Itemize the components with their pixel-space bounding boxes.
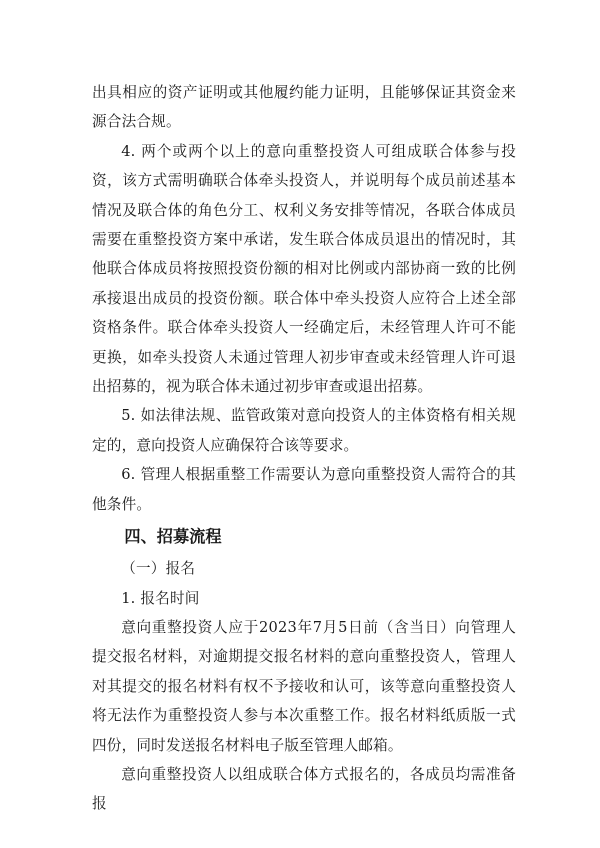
paragraph-registration-deadline: 意向重整投资人应于2023年7月5日前（含当日）向管理人提交报名材料，对逾期提交报名材料的意向重整投资人，管理人对其提交的报名材料有权不予接收和认可，该等意向重整投资人将无法作为重整投资人参与本次重整工作。报名材料纸质版一式四份，同时发送报名材料电子版至管理人邮箱。 <box>92 618 516 754</box>
subheading-registration: （一）报名 <box>121 560 196 578</box>
paragraph-asset-proof: 出具相应的资产证明或其他履约能力证明，且能够保证其资金来源合法合规。 <box>92 84 516 131</box>
paragraph-item-4-consortium: 4. 两个或两个以上的意向重整投资人可组成联合体参与投资，该方式需明确联合体牵头投资人，并说明每个成员前述基本情况及联合体的角色分工、权利义务安排等情况，各联合体成员需要在重整投资方案中承诺，发生联合体成员退出的情况时，其他联合体成员将按照投资份额的相对比例或内部协商一致的比例承接退出成员的投资份额。联合体中牵头投资人应符合上述全部资格条件。联合体牵头投资人一经确定后，未经管理人许可不能更换，如牵头投资人未通过管理人初步审查或未经管理人许可退出招募的，视为联合体未通过初步审查或退出招募。 <box>92 142 516 396</box>
paragraph-item-5-regulation: 5. 如法律法规、监管政策对意向投资人的主体资格有相关规定的，意向投资人应确保符合该等要求。 <box>92 407 516 454</box>
document-body <box>92 78 516 819</box>
subheading-registration-time: 1. 报名时间 <box>121 589 200 607</box>
paragraph-item-6-other-conditions: 6. 管理人根据重整工作需要认为意向重整投资人需符合的其他条件。 <box>92 466 516 513</box>
paragraph-consortium-registration: 意向重整投资人以组成联合体方式报名的，各成员均需准备报 <box>92 765 516 813</box>
section-heading-recruitment-process: 四、招募流程 <box>124 527 222 547</box>
